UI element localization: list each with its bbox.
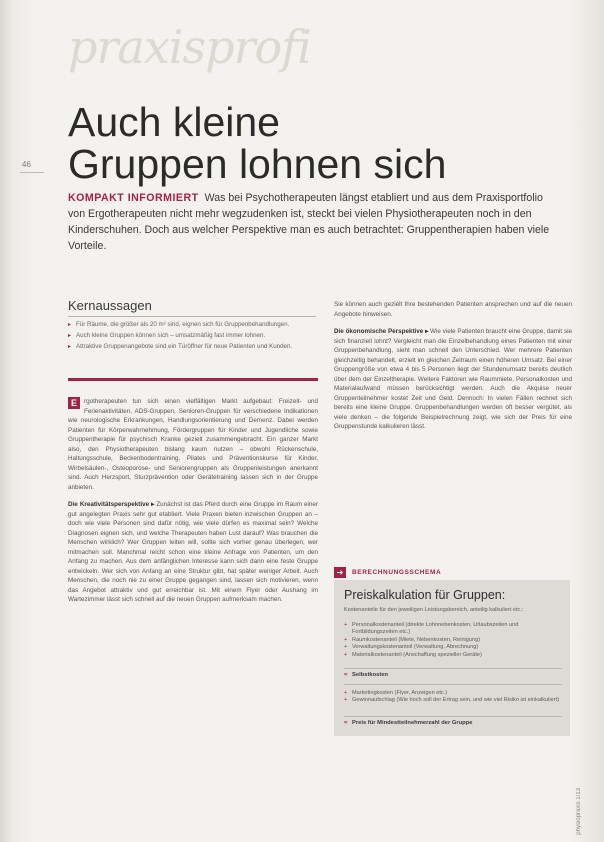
extra-item: + Gewinnaufschlag (Wie hoch soll der Ertrag sein, und wie viel Risiko ist einkalkuliert) bbox=[344, 697, 562, 704]
left-paragraph-1-text: rgotherapeuten tun sich einen vielfältigen Markt aufgebaut: Freizeit- und Ferienaktivitäten, ADS-Gruppen, Senioren-Gruppen für verschiedene Indikationen wie neurologische Erkrankungen, Handlungsorientierung und Demenz. Dabei werden Patienten für Körperwahrnehmung, Fördergruppen für Kinder und Jugendliche sowie Gruppentherapie für psychisch Kranke gezielt zusammengebracht. Ein ganzer Markt also, den Physiotherapeuten bislang kaum nutzen – obwohl Rückenschule, Haltungsschule, Beckenbodentraining, Pilates und Präventionskurse für Kinder, Wirbelsäulen-, Osteoporose- und Seniorengruppen als Gruppenleistungen anerkannt sind. Auch Herzsport, Sturzprävention oder Gerätetraining lassen sich in der Gruppe anbieten. bbox=[68, 398, 318, 491]
page-fold bbox=[0, 0, 14, 842]
right-column bbox=[334, 300, 572, 440]
arrow-right-icon: ➔ bbox=[334, 567, 346, 578]
left-paragraph-2-lead: Die Kreativitätsperspektive bbox=[68, 501, 150, 508]
left-column bbox=[68, 397, 318, 613]
info-box-divider bbox=[344, 716, 562, 717]
key-statement-item: ▸ Für Räume, die größer als 20 m² sind, eignen sich für Gruppenbehandlungen. bbox=[68, 321, 316, 329]
article-title: Auch kleine Gruppen lohnen sich bbox=[68, 99, 447, 187]
key-statements-rule bbox=[68, 378, 318, 381]
intro-kicker: KOMPAKT INFORMIERT bbox=[68, 192, 199, 204]
info-box bbox=[334, 580, 570, 736]
key-statement-item: ▸ Auch kleine Gruppen können sich – umsatzmäßig fast immer lohnen. bbox=[68, 332, 316, 340]
info-box-result: = Preis für Mindestteilnehmerzahl der Gruppe bbox=[344, 720, 472, 726]
page-number: 46 bbox=[22, 160, 31, 169]
info-box-label: BERECHNUNGSSCHEMA bbox=[352, 569, 442, 576]
key-statements-list bbox=[68, 321, 316, 351]
key-statements-heading: Kernaussagen bbox=[68, 298, 316, 317]
key-statement-item: ▸ Attraktive Gruppenangebote sind ein Türöffner für neue Patienten und Kunden. bbox=[68, 343, 316, 351]
right-paragraph-2 bbox=[334, 327, 572, 432]
info-box-subtotal: = Selbstkosten bbox=[344, 672, 388, 678]
masthead: praxisprofi bbox=[68, 20, 311, 74]
cost-item: + Materialkostenanteil (Anschaffung spezieller Geräte) bbox=[344, 652, 562, 659]
article-intro bbox=[68, 190, 558, 254]
right-paragraph-2-lead: Die ökonomische Perspektive bbox=[334, 328, 424, 335]
key-statements bbox=[68, 298, 316, 354]
side-label: physiopraxis 1/13 bbox=[576, 788, 582, 835]
lead-arrow: ▸ bbox=[149, 501, 157, 508]
info-box-divider bbox=[344, 668, 562, 669]
drop-cap: E bbox=[68, 397, 80, 409]
extra-items-list bbox=[344, 690, 562, 705]
intro-text: Was bei Psychotherapeuten längst etabliert und aus dem Praxisportfolio von Ergotherapeuten nicht mehr wegzudenken ist, steckt bei vielen Physiotherapeuten noch in den Kinderschuhen. Doch aus welcher Perspektive man es auch betrachtet: Gruppentherapien haben viele Vorteile. bbox=[68, 192, 550, 252]
cost-item: + Personalkostenanteil (direkte Lohnnebenkosten, Urlaubszeiten und Fortbildungszeiten etc.) bbox=[344, 622, 562, 637]
info-box-divider bbox=[344, 684, 562, 685]
right-paragraph-1: Sie können auch gezielt Ihre bestehenden Patienten ansprechen und auf die neuen Angebote hinweisen. bbox=[334, 301, 572, 318]
cost-item: + Raumkostenanteil (Miete, Nebenkosten, Reinigung) bbox=[344, 637, 562, 644]
left-paragraph-2-text: Zunächst ist das Pferd durch eine Gruppe im Raum einer gut angelegten Praxis sehr gut etabliert. Viele Praxen bieten inzwischen Gruppen an – doch wie viele Personen sind dafür nötig, wie viele dürfen es maximal sein? Welche Diagnosen eignen sich, und welche Therapeuten haben Lust darauf? Was brauchen die Menschen wirklich? Wer Gruppen leiten will, sollte sich vorher genau überlegen, wer mitmachen soll. Manchmal reicht schon eine kleine Anfrage von Patienten, um den Anfang zu machen. Aus dem anfänglichen Interesse kann sich dann eine feste Gruppe entwickeln. Wer sich von Anfang an eine Struktur gibt, hat später weniger Arbeit. Auch Menschen, die noch nie zu einer Gruppe gegangen sind, lassen sich motivieren, wenn das Angebot attraktiv und gut erreichbar ist. Mit einem Flyer oder Aushang im Wartezimmer lässt sich schnell auf die neuen Gruppen aufmerksam machen. bbox=[68, 501, 318, 603]
cost-item: + Verwaltungskostenanteil (Verwaltung, Abrechnung) bbox=[344, 644, 562, 651]
left-paragraph-2 bbox=[68, 500, 318, 605]
extra-item: + Marketingkosten (Flyer, Anzeigen etc.) bbox=[344, 690, 562, 697]
left-paragraph-1 bbox=[68, 397, 318, 492]
info-box-intro: Kostenanteile für den jeweiligen Leistungsbereich, anteilig kalkuliert etc.: bbox=[344, 607, 524, 613]
info-box-title: Preiskalkulation für Gruppen: bbox=[344, 588, 506, 602]
cost-items-list bbox=[344, 622, 562, 659]
lead-arrow: ▸ bbox=[423, 328, 431, 335]
right-paragraph-2-text: Wie viele Patienten braucht eine Gruppe, damit sie sich finanziell lohnt? Vergleicht man die Einzelbehandlung eines Patienten mit einer Gruppenbehandlung, sieht man schnell den Unterschied. Wer mehrere Patienten gleichzeitig behandelt, erzielt im gleichen Zeitraum einen höheren Umsatz. Bei einer Gruppengröße von etwa 4 bis 5 Personen liegt der Stundenumsatz bereits deutlich über dem der Einzeltherapie. Weitere Faktoren wie Raummiete, Personalkosten und Materialaufwand müssen berücksichtigt werden. Auch die Akquise neuer Gruppenteilnehmer kostet Zeit und Geld. Dennoch: In vielen Fällen rechnet sich bereits eine kleine Gruppe. Gruppenbehandlungen werden oft besser vergütet, als viele denken – die folgende Beispielrechnung zeigt, wie sich der Preis für eine Gruppenstunde kalkulieren lässt. bbox=[334, 328, 572, 430]
page-number-rule bbox=[20, 172, 44, 173]
